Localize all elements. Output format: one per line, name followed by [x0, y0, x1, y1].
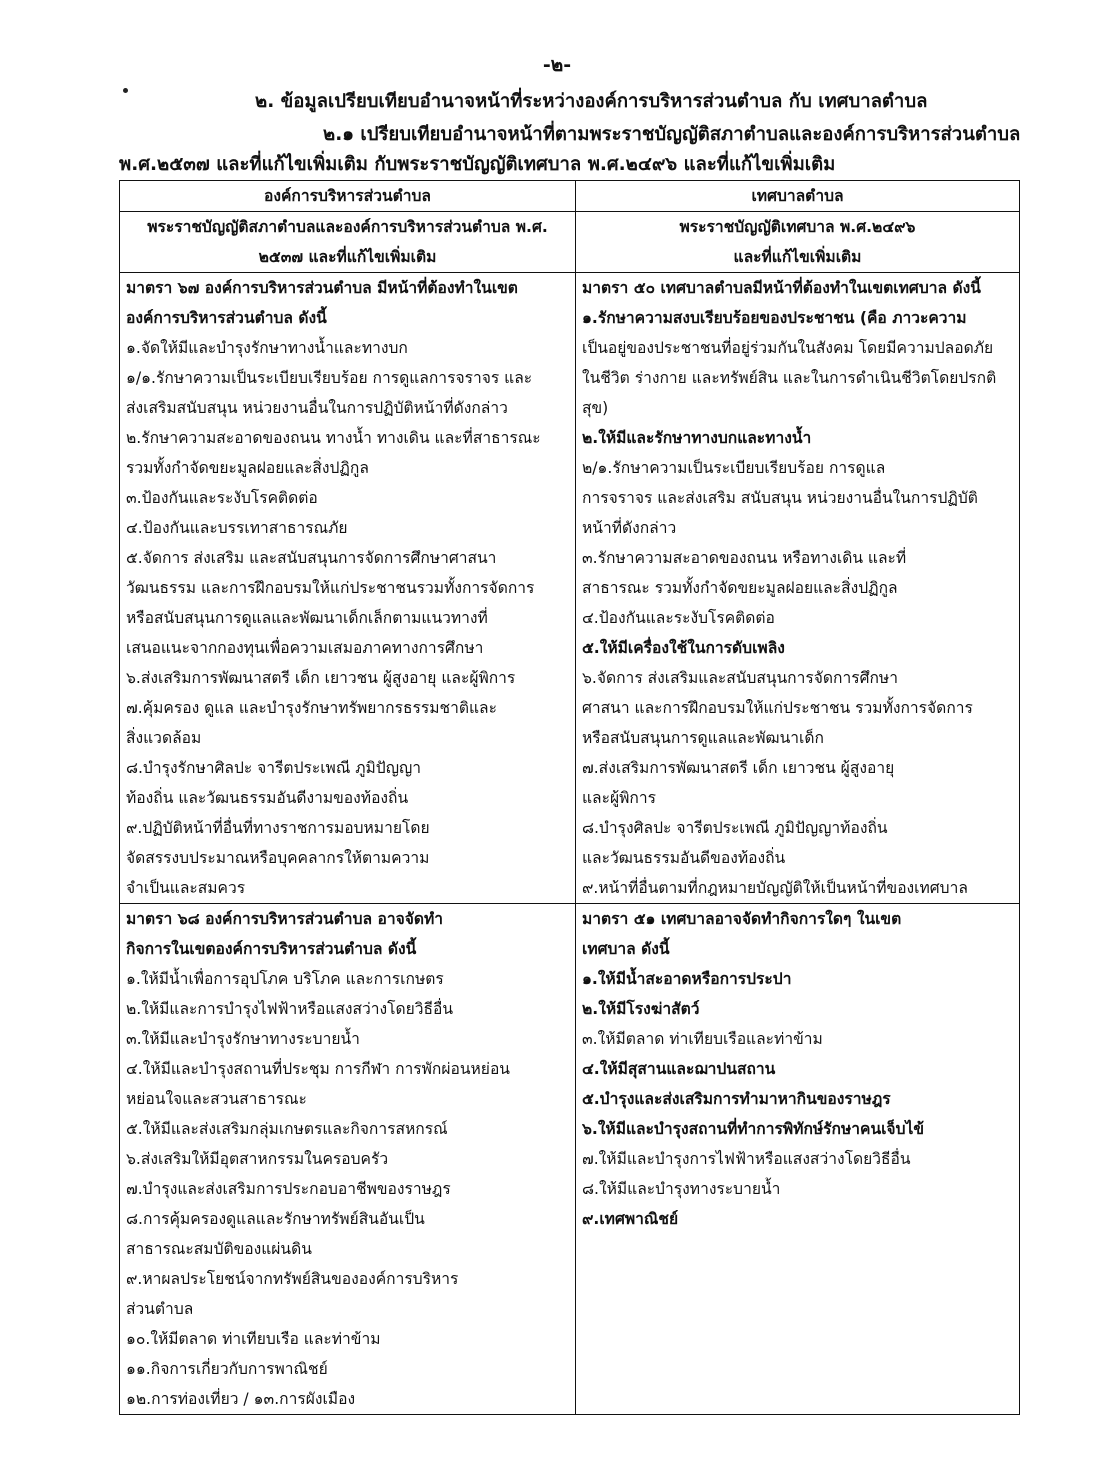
section2-right-line: ๒.ให้มีโรงฆ่าสัตว์ — [582, 1000, 700, 1018]
section2-left-line: ๙.หาผลประโยชน์จากทรัพย์สินขององค์การบริหาร — [126, 1270, 459, 1288]
section2-left-line: ๗.บำรุงและส่งเสริมการประกอบอาชีพของราษฎร — [126, 1180, 451, 1198]
section2-right-cell — [576, 904, 1020, 1415]
section2-right-line: เทศบาล ดังนี้ — [582, 940, 670, 958]
section1-right-line: ศาสนา และการฝึกอบรมให้แก่ประชาชน รวมทั้งการจัดการ — [582, 699, 973, 717]
section1-left-line: ท้องถิ่น และวัฒนธรรมอันดีงามของท้องถิ่น — [126, 789, 409, 807]
section1-right-line: มาตรา ๕๐ เทศบาลตำบลมีหน้าที่ต้องทำในเขตเทศบาล ดังนี้ — [582, 279, 981, 297]
heading-line-1: ๒. ข้อมูลเปรียบเทียบอำนาจหน้าที่ระหว่างองค์การบริหารส่วนตำบล กับ เทศบาลตำบล — [255, 91, 928, 112]
section1-right-line: สาธารณะ รวมทั้งกำจัดขยะมูลฝอยและสิ่งปฏิกูล — [582, 579, 898, 597]
section1-right-line: เป็นอยู่ของประชาชนที่อยู่ร่วมกันในสังคม โดยมีความปลอดภัย — [582, 339, 994, 357]
section2-left-line: ๓.ให้มีและบำรุงรักษาทางระบายน้ำ — [126, 1030, 360, 1048]
section1-right-line: ๔.ป้องกันและระงับโรคติดต่อ — [582, 609, 775, 627]
section1-right-line: ๒/๑.รักษาความเป็นระเบียบเรียบร้อย การดูแล — [582, 459, 886, 477]
section2-left-line: ๑๐.ให้มีตลาด ท่าเทียบเรือ และท่าข้าม — [126, 1330, 381, 1348]
section2-left-line: ๑๒.การท่องเที่ยว / ๑๓.การผังเมือง — [126, 1390, 356, 1408]
section2-left-line: ๖.ส่งเสริมให้มีอุตสาหกรรมในครอบครัว — [126, 1150, 389, 1168]
col1-law-line: ๒๕๓๗ และที่แก้ไขเพิ่มเติม — [258, 248, 437, 266]
section1-left-line: ๘.บำรุงรักษาศิลปะ จารีตประเพณี ภูมิปัญญา — [126, 759, 422, 777]
section1-right-line: การจราจร และส่งเสริม สนับสนุน หน่วยงานอื่นในการปฏิบัติ — [582, 489, 978, 507]
col2-law-line: และที่แก้ไขเพิ่มเติม — [733, 248, 862, 266]
section2-left-line: ๑.ให้มีน้ำเพื่อการอุปโภค บริโภค และการเกษตร — [126, 970, 444, 988]
section1-left-line: ๗.คุ้มครอง ดูแล และบำรุงรักษาทรัพยากรธรรมชาติและ — [126, 699, 497, 717]
section1-left-cell — [120, 273, 576, 904]
section1-left-line: ๑.จัดให้มีและบำรุงรักษาทางน้ำและทางบก — [126, 339, 408, 357]
section2-left-line: ๑๑.กิจการเกี่ยวกับการพาณิชย์ — [126, 1360, 328, 1378]
section1-right-line: หรือสนับสนุนการดูแลและพัฒนาเด็ก — [582, 729, 824, 747]
section1-left-line: ๔.ป้องกันและบรรเทาสาธารณภัย — [126, 519, 348, 537]
section2-left-line: ๕.ให้มีและส่งเสริมกลุ่มเกษตรและกิจการสหกรณ์ — [126, 1120, 448, 1138]
section1-right-line: สุข) — [582, 399, 609, 417]
section2-left-line: ๒.ให้มีและการบำรุงไฟฟ้าหรือแสงสว่างโดยวิธีอื่น — [126, 1000, 454, 1018]
section2-left-line: กิจการในเขตองค์การบริหารส่วนตำบล ดังนี้ — [126, 940, 417, 958]
section2-right-line: ๗.ให้มีและบำรุงการไฟฟ้าหรือแสงสว่างโดยวิธีอื่น — [582, 1150, 911, 1168]
section2-left-line: หย่อนใจและสวนสาธารณะ — [126, 1090, 307, 1108]
stray-dot — [123, 88, 128, 93]
section1-right-line: ๙.หน้าที่อื่นตามที่กฎหมายบัญญัติให้เป็นหน้าที่ของเทศบาล — [582, 879, 968, 897]
section1-right-line: ๗.ส่งเสริมการพัฒนาสตรี เด็ก เยาวชน ผู้สูงอายุ — [582, 759, 895, 777]
section1-left-line: สิ่งแวดล้อม — [126, 729, 202, 747]
section2-right-line: ๓.ให้มีตลาด ท่าเทียบเรือและท่าข้าม — [582, 1030, 823, 1048]
section2-right-line: ๔.ให้มีสุสานและฌาปนสถาน — [582, 1060, 776, 1078]
section1-left-line: ๑/๑.รักษาความเป็นระเบียบเรียบร้อย การดูแลการจราจร และ — [126, 369, 533, 387]
section2-row — [120, 904, 1020, 1415]
section2-right-line: ๙.เทศพาณิชย์ — [582, 1210, 679, 1228]
section2-right-line: ๑.ให้มีน้ำสะอาดหรือการประปา — [582, 970, 792, 988]
col2-header: เทศบาลตำบล — [576, 181, 1020, 212]
section1-right-line: และผู้พิการ — [582, 789, 656, 807]
section2-left-line: มาตรา ๖๘ องค์การบริหารส่วนตำบล อาจจัดทำ — [126, 910, 444, 928]
section2-right-line: ๕.บำรุงและส่งเสริมการทำมาหากินของราษฎร — [582, 1090, 891, 1108]
section1-right-line: ๓.รักษาความสะอาดของถนน หรือทางเดิน และที่ — [582, 549, 907, 567]
section1-left-line: ๖.ส่งเสริมการพัฒนาสตรี เด็ก เยาวชน ผู้สูงอายุ และผู้พิการ — [126, 669, 516, 687]
col2-law — [576, 212, 1020, 273]
heading-line-3: พ.ศ.๒๕๓๗ และที่แก้ไขเพิ่มเติม กับพระราชบัญญัติเทศบาล พ.ศ.๒๔๙๖ และที่แก้ไขเพิ่มเติม — [119, 154, 836, 175]
section1-right-line: หน้าที่ดังกล่าว — [582, 519, 677, 537]
section1-left-line: รวมทั้งกำจัดขยะมูลฝอยและสิ่งปฏิกูล — [126, 459, 369, 477]
section1-left-line: จัดสรรงบประมาณหรือบุคคลากรให้ตามความ — [126, 849, 430, 867]
heading-line-2: ๒.๑ เปรียบเทียบอำนาจหน้าที่ตามพระราชบัญญัติสภาตำบลและองค์การบริหารส่วนตำบล — [323, 124, 1021, 145]
section1-left-line: ๙.ปฏิบัติหน้าที่อื่นที่ทางราชการมอบหมายโดย — [126, 819, 430, 837]
section2-right-line: มาตรา ๕๑ เทศบาลอาจจัดทำกิจการใดๆ ในเขต — [582, 910, 902, 928]
section1-left-line: ๕.จัดการ ส่งเสริม และสนับสนุนการจัดการศึกษาศาสนา — [126, 549, 497, 567]
section2-left-line: ๔.ให้มีและบำรุงสถานที่ประชุม การกีฬา การพักผ่อนหย่อน — [126, 1060, 510, 1078]
section1-right-line: ๕.ให้มีเครื่องใช้ในการดับเพลิง — [582, 639, 785, 657]
section1-left-line: ๓.ป้องกันและระงับโรคติดต่อ — [126, 489, 318, 507]
section1-right-line: ๑.รักษาความสงบเรียบร้อยของประชาชน (คือ ภาวะความ — [582, 309, 967, 327]
section2-left-line: ๘.การคุ้มครองดูแลและรักษาทรัพย์สินอันเป็น — [126, 1210, 425, 1228]
table-law-row — [120, 212, 1020, 273]
section1-left-line: ส่งเสริมสนับสนุน หน่วยงานอื่นในการปฏิบัติหน้าที่ดังกล่าว — [126, 399, 508, 417]
section2-left-line: สาธารณะสมบัติของแผ่นดิน — [126, 1240, 312, 1258]
section1-row — [120, 273, 1020, 904]
col1-law — [120, 212, 576, 273]
section1-right-line: ๒.ให้มีและรักษาทางบกและทางน้ำ — [582, 429, 812, 447]
section1-left-line: วัฒนธรรม และการฝึกอบรมให้แก่ประชาชนรวมทั้งการจัดการ — [126, 579, 535, 597]
section1-right-line: ๘.บำรุงศิลปะ จารีตประเพณี ภูมิปัญญาท้องถิ่น — [582, 819, 888, 837]
section1-left-line: จำเป็นและสมควร — [126, 879, 246, 897]
section1-left-line: มาตรา ๖๗ องค์การบริหารส่วนตำบล มีหน้าที่ต้องทำในเขต — [126, 279, 518, 297]
page-number: -๒- — [542, 54, 572, 76]
section2-right-line: ๘.ให้มีและบำรุงทางระบายน้ำ — [582, 1180, 781, 1198]
section1-left-line: องค์การบริหารส่วนตำบล ดังนี้ — [126, 309, 327, 327]
section1-right-line: และวัฒนธรรมอันดีของท้องถิ่น — [582, 849, 786, 867]
section1-left-line: หรือสนับสนุนการดูแลและพัฒนาเด็กเล็กตามแนวทางที่ — [126, 609, 488, 627]
col1-law-line: พระราชบัญญัติสภาตำบลและองค์การบริหารส่วนตำบล พ.ศ. — [147, 218, 548, 236]
section2-left-line: ส่วนตำบล — [126, 1300, 194, 1318]
section2-right-line: ๖.ให้มีและบำรุงสถานที่ทำการพิทักษ์รักษาคนเจ็บไข้ — [582, 1120, 924, 1138]
col2-law-line: พระราชบัญญัติเทศบาล พ.ศ.๒๔๙๖ — [679, 218, 916, 236]
section1-left-line: เสนอแนะจากกองทุนเพื่อความเสมอภาคทางการศึกษา — [126, 639, 484, 657]
col1-header: องค์การบริหารส่วนตำบล — [120, 181, 576, 212]
section1-right-line: ในชีวิต ร่างกาย และทรัพย์สิน และในการดำเนินชีวิตโดยปรกติ — [582, 369, 997, 387]
comparison-table — [119, 180, 1020, 1415]
section2-left-cell — [120, 904, 576, 1415]
section1-left-line: ๒.รักษาความสะอาดของถนน ทางน้ำ ทางเดิน และที่สาธารณะ — [126, 429, 541, 447]
section1-right-line: ๖.จัดการ ส่งเสริมและสนับสนุนการจัดการศึกษา — [582, 669, 898, 687]
table-header-row — [120, 181, 1020, 212]
section1-right-cell — [576, 273, 1020, 904]
